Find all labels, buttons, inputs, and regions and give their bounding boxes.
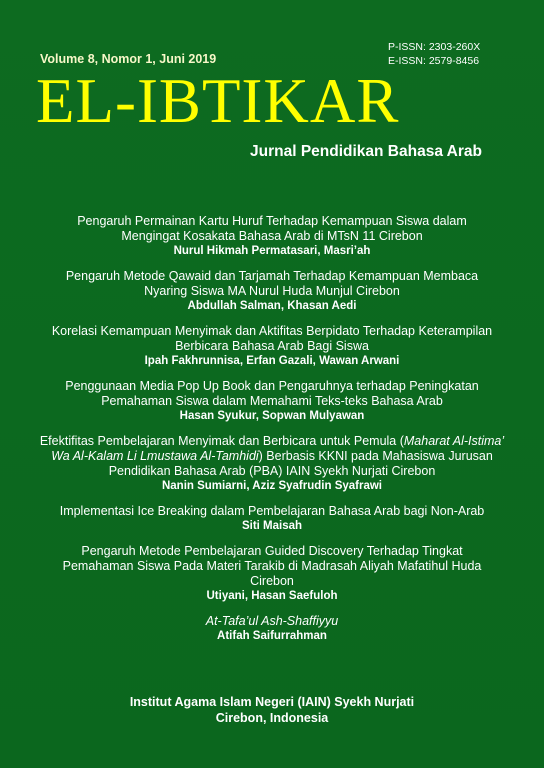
- article-authors: Utiyani, Hasan Saefuloh: [206, 590, 338, 602]
- article-authors: Abdullah Salman, Khasan Aedi: [187, 300, 357, 312]
- p-issn: P-ISSN: 2303-260X: [388, 41, 481, 53]
- publisher: [0, 694, 544, 726]
- volume-issue: Volume 8, Nomor 1, Juni 2019: [40, 52, 217, 66]
- article-authors: Nanin Sumiarni, Aziz Syafrudin Syafrawi: [161, 480, 383, 492]
- article-authors: Atifah Saifurrahman: [217, 630, 327, 642]
- article-title-line: Mengingat Kosakata Bahasa Arab di MTsN 11 Cirebon: [121, 229, 423, 243]
- article-authors: Nurul Hikmah Permatasari, Masri’ah: [173, 245, 371, 257]
- article-title-line: Nyaring Siswa MA Nurul Huda Munjul Cirebon: [144, 284, 400, 298]
- article-authors: Ipah Fakhrunnisa, Erfan Gazali, Wawan Arwani: [144, 355, 400, 367]
- article-title-italic: Maharat Al-Istima’ Wa Al-Kalam Li Lmustawa Al-Tamhidi: [51, 434, 505, 463]
- e-issn: E-ISSN: 2579-8456: [388, 55, 480, 67]
- article-item: [30, 379, 514, 423]
- article-authors: Siti Maisah: [241, 520, 303, 532]
- article-title: [30, 269, 514, 299]
- article-title-line: Implementasi Ice Breaking dalam Pembelajaran Bahasa Arab bagi Non-Arab: [59, 504, 485, 518]
- article-title-line: Pemahaman Siswa dalam Memahami Teks-teks Bahasa Arab: [101, 394, 443, 408]
- article-title: [30, 434, 514, 479]
- article-list: [30, 214, 514, 654]
- article-item: [30, 504, 514, 533]
- publisher-name: Institut Agama Islam Negeri (IAIN) Syekh Nurjati: [129, 695, 415, 709]
- article-item: [30, 324, 514, 368]
- article-title-part: ) Berbasis KKNI pada Mahasiswa Jurusan Pendidikan Bahasa Arab (PBA) IAIN Syekh Nurjati Cirebon: [108, 449, 493, 478]
- article-title: [30, 504, 514, 519]
- publisher-location: Cirebon, Indonesia: [215, 711, 329, 725]
- article-title-line: Korelasi Kemampuan Menyimak dan Aktifitas Berpidato Terhadap Keterampilan: [51, 324, 493, 338]
- article-title-line: Penggunaan Media Pop Up Book dan Pengaruhnya terhadap Peningkatan: [65, 379, 479, 393]
- article-item: [30, 269, 514, 313]
- article-title-line: Berbicara Bahasa Arab Bagi Siswa: [175, 339, 369, 353]
- article-item: [30, 544, 514, 603]
- article-title: [30, 614, 514, 629]
- article-authors: Hasan Syukur, Sopwan Mulyawan: [179, 410, 365, 422]
- article-title: [30, 379, 514, 409]
- article-title-line: Pengaruh Metode Pembelajaran Guided Discovery Terhadap Tingkat: [81, 544, 463, 558]
- journal-title: EL-IBTIKAR: [36, 66, 400, 136]
- article-title: [30, 324, 514, 354]
- article-item: [30, 614, 514, 643]
- article-item: [30, 434, 514, 493]
- issn-block: [388, 40, 480, 68]
- article-title-line: Pengaruh Metode Qawaid dan Tarjamah Terhadap Kemampuan Membaca: [65, 269, 479, 283]
- article-title-italic: At-Tafa’ul Ash-Shaffiyyu: [205, 614, 339, 628]
- article-title-line: Pengaruh Permainan Kartu Huruf Terhadap Kemampuan Siswa dalam: [77, 214, 467, 228]
- article-item: [30, 214, 514, 258]
- article-title: [30, 544, 514, 589]
- article-title-part: Efektifitas Pembelajaran Menyimak dan Berbicara untuk Pemula (: [39, 434, 404, 448]
- article-title-line: Cirebon: [250, 574, 294, 588]
- article-title-line: Pemahaman Siswa Pada Materi Tarakib di Madrasah Aliyah Mafatihul Huda: [62, 559, 482, 573]
- article-title: [30, 214, 514, 244]
- journal-subtitle: Jurnal Pendidikan Bahasa Arab: [250, 143, 483, 160]
